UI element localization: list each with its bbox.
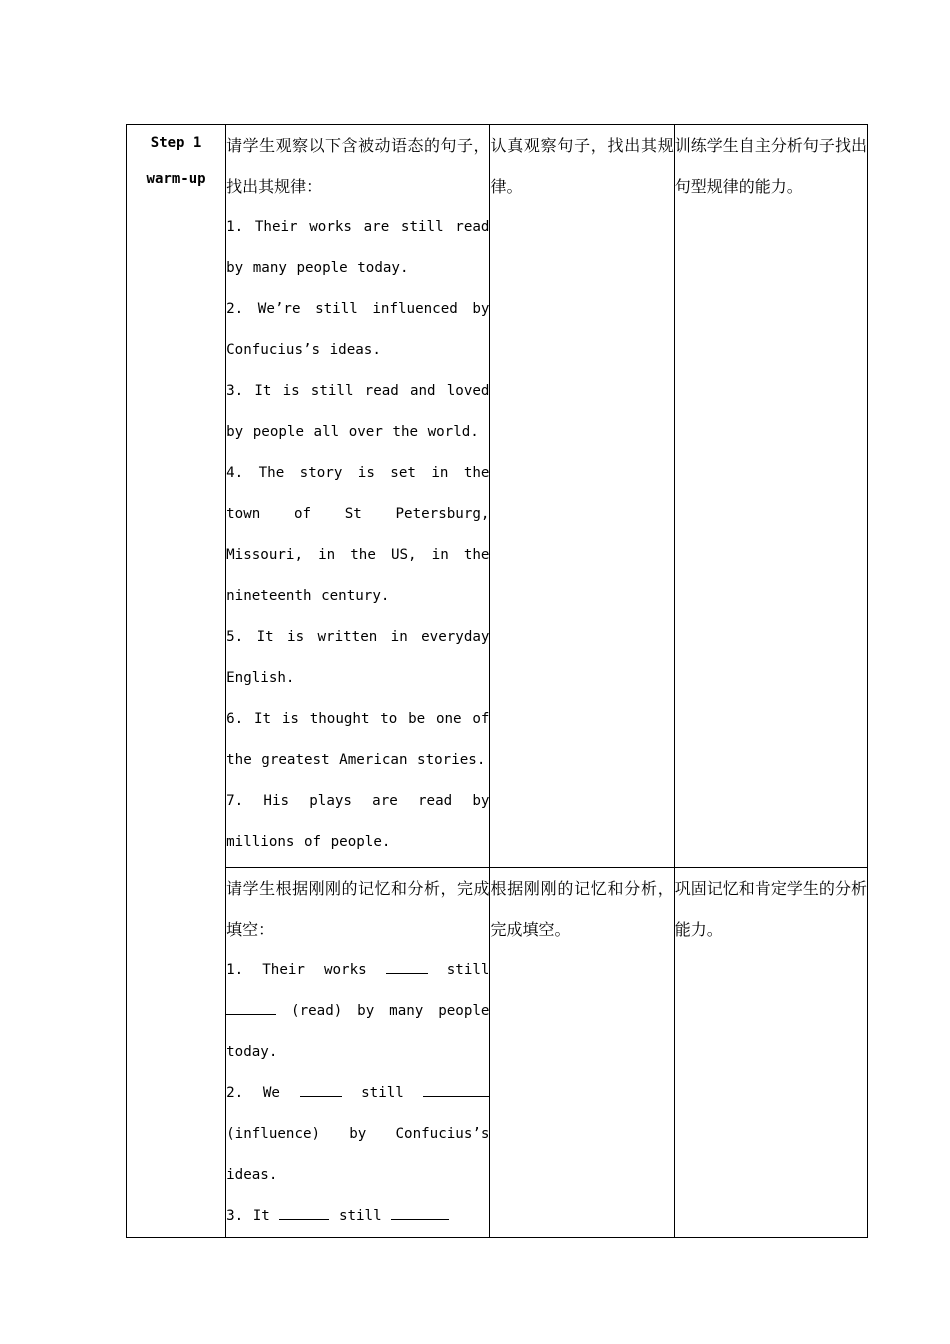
- sentence-text: 3. It: [226, 1208, 270, 1224]
- sentence-text: 1. Their works: [226, 962, 367, 978]
- example-sentence: 6. It is thought to be one of the greatest American stories.: [226, 711, 490, 768]
- example-sentence: 5. It is written in everyday English.: [226, 629, 490, 686]
- fill-blank-sentence: [226, 1073, 489, 1196]
- step-cell: [127, 125, 226, 1238]
- example-sentence: 4. The story is set in the town of St Petersburg, Missouri, in the US, in the nineteenth century.: [226, 465, 490, 604]
- purpose-cell: [674, 868, 867, 1238]
- student-activity-cell: [490, 125, 674, 868]
- example-sentence: 2. We’re still influenced by Confucius’s ideas.: [226, 301, 490, 358]
- sentence-text: still: [361, 1085, 404, 1101]
- table-row: [127, 125, 868, 868]
- blank-line: [279, 1205, 329, 1220]
- teacher-activity-cell: [226, 868, 490, 1238]
- blank-line: [226, 1000, 276, 1015]
- sentence-text: still: [338, 1208, 382, 1224]
- lesson-plan-table: [126, 124, 868, 1238]
- teacher-instruction: 请学生观察以下含被动语态的句子，找出其规律：: [226, 136, 490, 196]
- design-purpose: 巩固记忆和肯定学生的分析能力。: [674, 879, 867, 939]
- purpose-cell: [674, 125, 867, 868]
- blank-line: [423, 1082, 489, 1097]
- blank-line: [386, 959, 428, 974]
- sentence-text: still: [446, 962, 490, 978]
- sentence-text: (influence) by Confucius’s ideas.: [226, 1126, 490, 1183]
- fill-blank-sentence: [226, 950, 489, 1073]
- step-sublabel: warm-up: [146, 171, 206, 187]
- fill-blank-sentence: [226, 1196, 489, 1237]
- design-purpose: 训练学生自主分析句子找出句型规律的能力。: [674, 136, 867, 196]
- student-activity-cell: [490, 868, 674, 1238]
- table-row: [127, 868, 868, 1238]
- student-activity: 根据刚刚的记忆和分析，完成填空。: [490, 879, 674, 939]
- example-sentence: 1. Their works are still read by many people today.: [226, 219, 490, 276]
- student-activity: 认真观察句子，找出其规律。: [490, 136, 674, 196]
- step-label: Step 1: [150, 135, 202, 151]
- example-sentence: 3. It is still read and loved by people all over the world.: [226, 383, 490, 440]
- blank-line: [391, 1205, 449, 1220]
- teacher-activity-cell: [226, 125, 490, 868]
- teacher-instruction: 请学生根据刚刚的记忆和分析，完成填空：: [226, 879, 490, 939]
- sentence-text: (read) by many people today.: [226, 1003, 490, 1060]
- sentence-text: 2. We: [226, 1085, 280, 1101]
- blank-line: [300, 1082, 342, 1097]
- example-sentence: 7. His plays are read by millions of people.: [226, 793, 490, 850]
